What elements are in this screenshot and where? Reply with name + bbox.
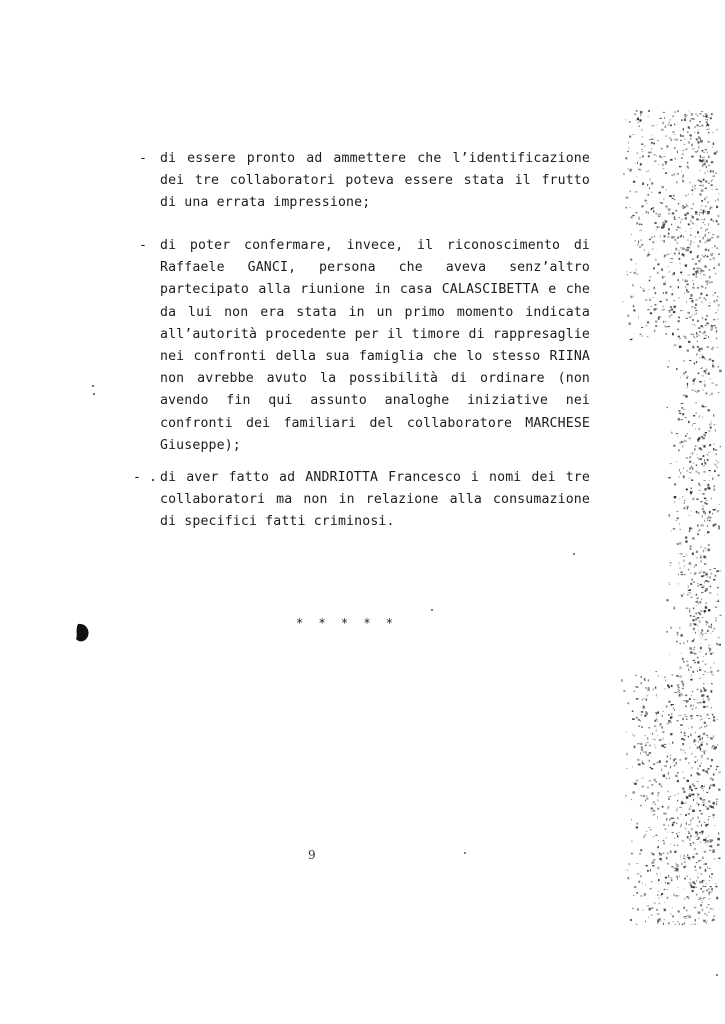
page-number: 9 (308, 848, 316, 862)
list-dash: - . (133, 470, 158, 485)
list-item-text: di aver fatto ad ANDRIOTTA Francesco i nomi dei tre collaboratori ma non in relazione alla consumazione di specifici fatti criminosi. (160, 470, 590, 530)
list-item-text: di essere pronto ad ammettere che l’identificazione dei tre collaboratori poteva essere stata il frutto di una errata impressione; (160, 151, 590, 211)
list-dash: - (139, 151, 148, 166)
list-dash: - (139, 238, 148, 253)
list-item-text: di poter confermare, invece, il riconoscimento di Raffaele GANCI, persona che aveva senz’altro partecipato alla riunione in casa CALASCIBETTA e che da lui non era stata in un primo momento indicata all’autorità procedente per il timore di rappresaglie nei confronti della sua famiglia che lo stesso RIINA non avrebbe avuto la possibilità di ordinare (non avendo fin qui assunto analoghe iniziative nei confronti dei familiari del collaboratore MARCHESE Giuseppe); (160, 238, 590, 453)
section-separator: * * * * * (296, 616, 398, 630)
